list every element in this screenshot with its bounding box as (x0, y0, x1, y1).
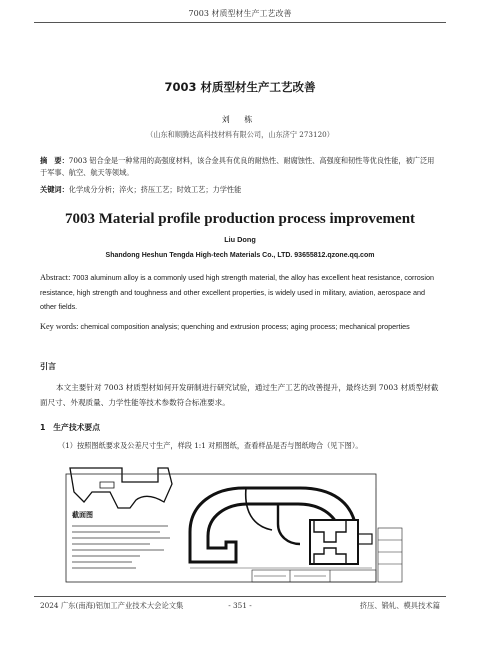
header-rule (34, 22, 446, 23)
running-head: 7003 材质型材生产工艺改善 (188, 9, 292, 18)
drawing-notes (72, 526, 170, 568)
english-abstract-text: 7003 aluminum alloy is a commonly used high strength material, the alloy has excellent heat resistance, corrosion resistance, high strength and toughness and other excellent properties, is widely used in military, aviation, aerospace and other fields. (40, 273, 434, 311)
chinese-affiliation: （山东和顺腾达高科技材料有限公司，山东济宁 273120） (146, 130, 334, 139)
footer-rule (34, 596, 446, 597)
chinese-abstract (40, 155, 440, 179)
drawing-title-block (252, 570, 376, 582)
profile-drawing-figure (40, 458, 442, 588)
footer-section: 挤压、锻轧、模具技术篇 (359, 601, 440, 610)
chinese-keywords-text: 化学成分分析；淬火；挤压工艺；时效工艺；力学性能 (68, 185, 242, 194)
section-1-paragraph: （1）按照图纸要求及公差尺寸生产，样段 1:1 对照图纸，查看样品是否与图纸吻合（见下图）。 (58, 441, 363, 450)
profile-drawing-svg (40, 458, 442, 588)
chinese-keywords (40, 184, 440, 196)
english-keywords-label: Key words: (40, 322, 79, 331)
english-keywords-text: chemical composition analysis; quenching and extrusion process; aging process; mechanical properties (78, 322, 410, 331)
chinese-abstract-label: 摘 要： (40, 156, 69, 165)
english-abstract (40, 271, 442, 315)
section-view-label: 截面图 (72, 511, 93, 519)
chinese-keywords-label: 关键词： (40, 185, 69, 194)
footer-proceedings: 2024 广东(南海)铝加工产业技术大会论文集 (40, 601, 184, 610)
chinese-author: 刘 栋 (221, 115, 259, 124)
english-affiliation: Shandong Heshun Tengda High-tech Materials Co., LTD. 93655812.qzone.qq.com (105, 252, 375, 259)
intro-paragraph: 本文主要针对 7003 材质型材如何开发研制进行研究试验，通过生产工艺的改善提升，最终达到 7003 材质型材截面尺寸、外观质量、力学性能等技术参数符合标准要求。 (40, 383, 439, 407)
profile-tab (358, 534, 372, 544)
section-1-heading: 1 生产技术要点 (40, 423, 101, 432)
drawing-side-table (378, 528, 402, 582)
intro-heading: 引言 (40, 362, 56, 371)
profile-web (278, 504, 300, 544)
english-author: Liu Dong (224, 235, 256, 244)
chinese-abstract-text: 7003 铝合金是一种常用的高强度材料，该合金具有优良的耐热性、耐腐蚀性、高强度和韧性等优良性能，被广泛用于军事、航空、航天等领域。 (40, 156, 435, 177)
english-abstract-label: Abstract: (40, 273, 71, 282)
english-keywords (40, 320, 442, 335)
english-title: 7003 Material profile production process improvement (64, 211, 416, 227)
footer-page-number: - 351 - (228, 601, 252, 610)
chinese-title: 7003 材质型材生产工艺改善 (164, 80, 316, 94)
